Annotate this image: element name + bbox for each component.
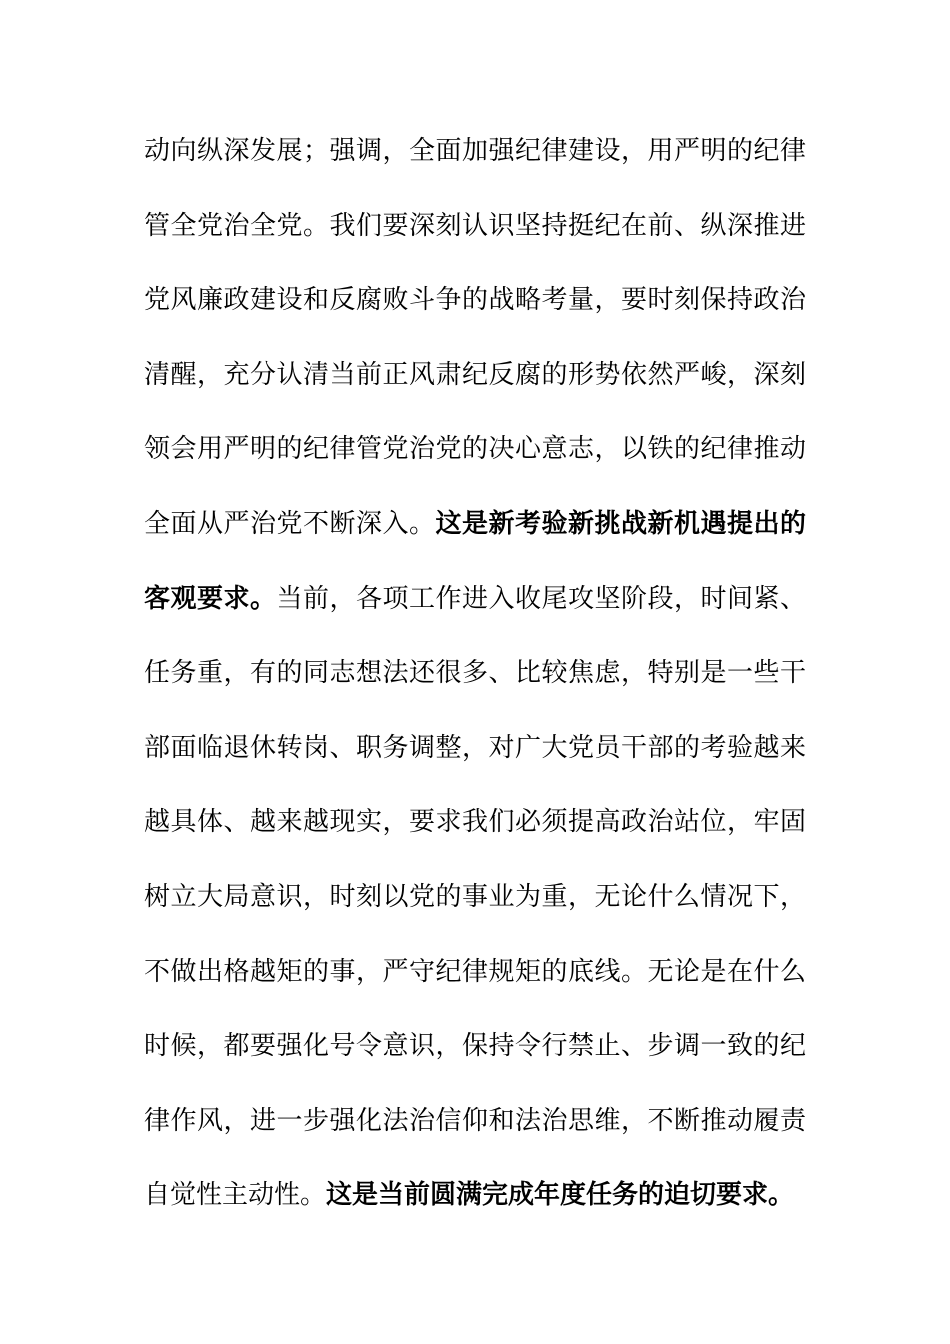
text-run: 越具体、越来越现实，要求我们必须提高政治站位，牢固	[144, 807, 806, 838]
bold-text-run: 这是新考验新挑战新机遇提出的	[435, 508, 806, 539]
text-line	[144, 562, 806, 637]
text-run: 时候，都要强化号令意识，保持令行禁止、步调一致的纪	[144, 1031, 806, 1062]
bold-text-run: 客观要求。	[144, 583, 277, 614]
text-run: 律作风，进一步强化法治信仰和法治思维，不断推动履责	[144, 1105, 806, 1136]
text-run: 部面临退休转岗、职务调整，对广大党员干部的考验越来	[144, 732, 806, 763]
text-line	[144, 785, 806, 860]
text-line	[144, 636, 806, 711]
text-line	[144, 1009, 806, 1084]
text-run: 树立大局意识，时刻以党的事业为重，无论什么情况下，	[144, 881, 806, 912]
text-run: 自觉性主动性。	[144, 1180, 327, 1211]
text-run: 领会用严明的纪律管党治党的决心意志，以铁的纪律推动	[144, 434, 806, 465]
bold-text-run: 这是当前圆满完成年度任务的迫切要求。	[326, 1180, 795, 1211]
text-line	[144, 711, 806, 786]
text-line	[144, 114, 806, 189]
text-run: 当前，各项工作进入收尾攻坚阶段，时间紧、	[276, 583, 806, 614]
text-run: 任务重，有的同志想法还很多、比较焦虑，特别是一些干	[144, 658, 806, 689]
text-line	[144, 189, 806, 264]
text-run: 党风廉政建设和反腐败斗争的战略考量，要时刻保持政治	[144, 285, 806, 316]
text-line	[144, 487, 806, 562]
text-run: 不做出格越矩的事，严守纪律规矩的底线。无论是在什么	[144, 956, 806, 987]
text-line	[144, 338, 806, 413]
text-line	[144, 1084, 806, 1159]
text-line	[144, 412, 806, 487]
text-line	[144, 860, 806, 935]
text-run: 管全党治全党。我们要深刻认识坚持挺纪在前、纵深推进	[144, 210, 806, 241]
text-line	[144, 935, 806, 1010]
text-run: 清醒，充分认清当前正风肃纪反腐的形势依然严峻，深刻	[144, 359, 806, 390]
text-run: 全面从严治党不断深入。	[144, 508, 436, 539]
text-line	[144, 1158, 806, 1233]
body-paragraph	[144, 114, 806, 1233]
text-line	[144, 263, 806, 338]
text-run: 动向纵深发展；强调，全面加强纪律建设，用严明的纪律	[144, 136, 806, 166]
